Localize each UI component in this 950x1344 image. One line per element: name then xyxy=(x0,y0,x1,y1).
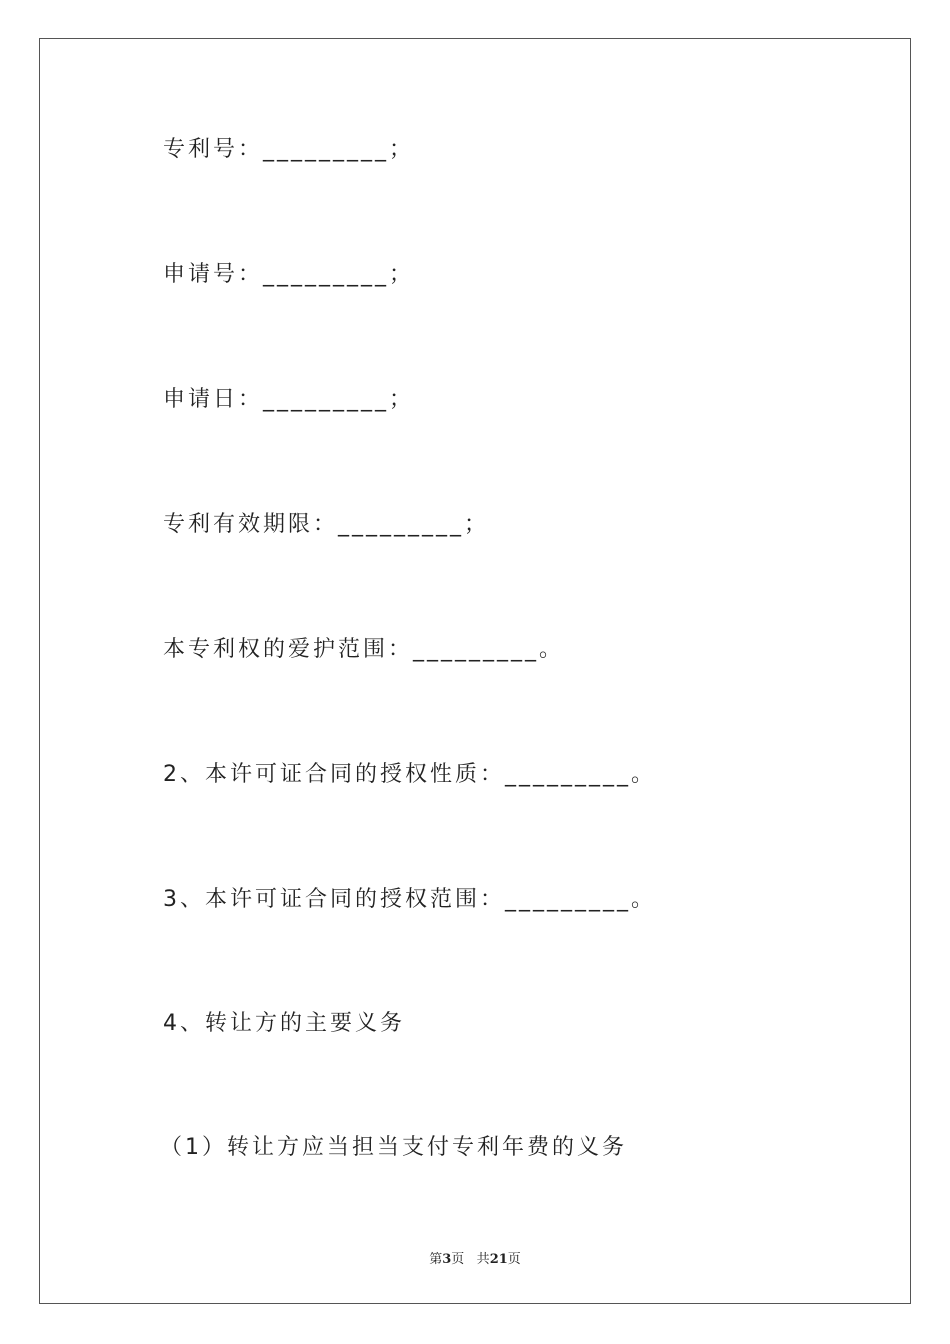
page-border xyxy=(39,38,911,1304)
page-footer xyxy=(0,1248,950,1267)
patent-validity-line: 专利有效期限：_________； xyxy=(163,512,490,537)
footer-total-unit: 页 xyxy=(507,1252,521,1267)
application-number-line: 申请号：_________； xyxy=(163,262,415,287)
patent-number-line: 专利号：_________； xyxy=(163,137,415,162)
protection-scope-line: 本专利权的爱护范围：_________。 xyxy=(163,637,565,662)
license-scope-line: 3、本许可证合同的授权范围：_________。 xyxy=(163,887,656,912)
annual-fee-obligation-line: （1）转让方应当担当支付专利年费的义务 xyxy=(160,1135,627,1160)
application-date-line: 申请日：_________； xyxy=(163,387,415,412)
footer-total-pages: 21 xyxy=(489,1252,508,1267)
footer-prefix: 第 xyxy=(429,1252,443,1267)
footer-page-unit: 页 xyxy=(451,1252,465,1267)
footer-total-prefix: 共 xyxy=(476,1252,490,1267)
transferor-obligations-heading: 4、转让方的主要义务 xyxy=(163,1011,405,1036)
footer-current-page: 3 xyxy=(442,1252,452,1267)
license-nature-line: 2、本许可证合同的授权性质：_________。 xyxy=(163,762,656,787)
